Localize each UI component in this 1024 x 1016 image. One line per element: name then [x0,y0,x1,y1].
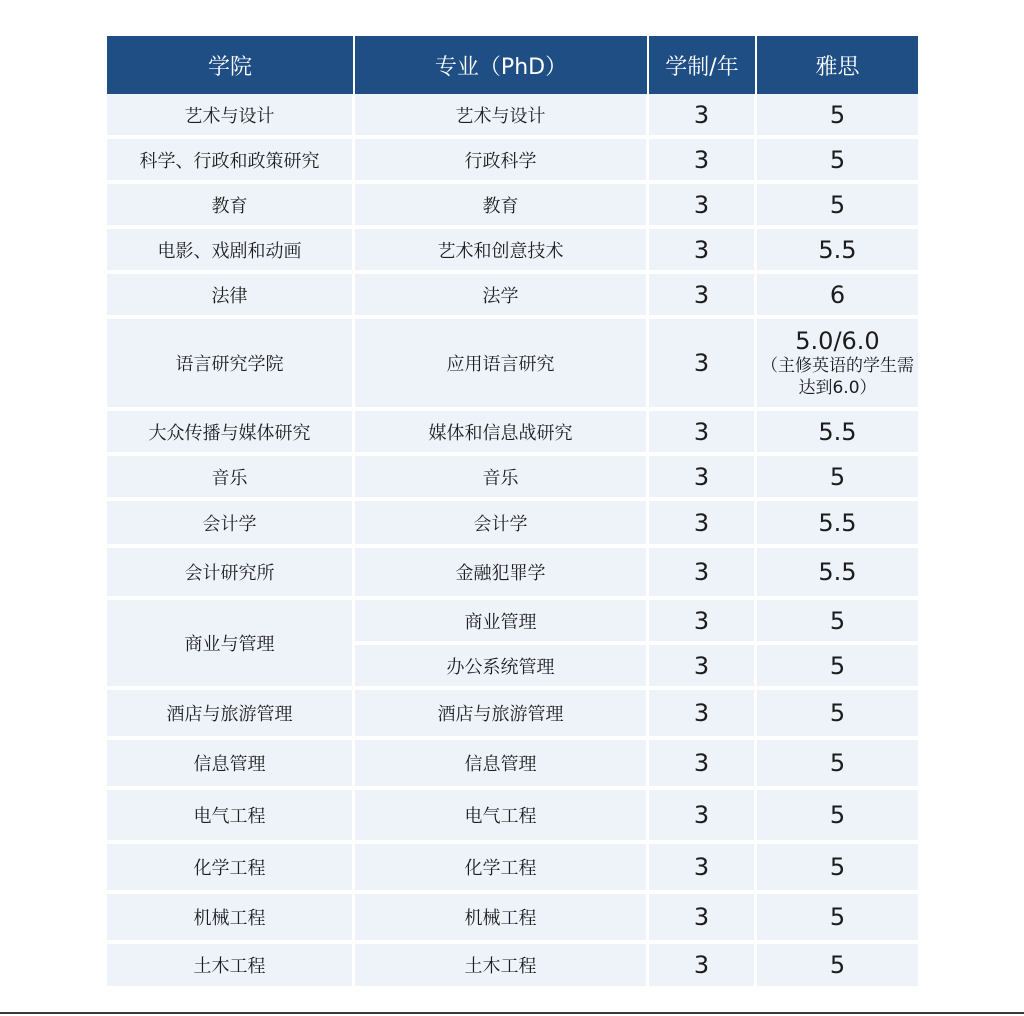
college-cell: 会计学 [107,501,355,548]
table-row [107,411,918,456]
ielts-cell: 5 [757,600,918,645]
college-cell: 化学工程 [107,844,355,894]
years-cell: 3 [649,184,757,229]
college-cell: 科学、行政和政策研究 [107,139,355,184]
college-cell: 土木工程 [107,944,355,990]
years-cell: 3 [649,894,757,944]
ielts-cell: 5 [757,184,918,229]
years-cell: 3 [649,600,757,645]
college-cell: 语言研究学院 [107,319,355,411]
ielts-cell: 5.5 [757,229,918,274]
major-cell: 酒店与旅游管理 [355,690,649,740]
years-cell: 3 [649,501,757,548]
years-cell: 3 [649,139,757,184]
college-cell: 音乐 [107,456,355,501]
college-cell: 信息管理 [107,740,355,790]
ielts-cell: 5 [757,94,918,139]
ielts-cell: 5 [757,790,918,844]
years-cell: 3 [649,844,757,894]
years-cell: 3 [649,94,757,139]
years-cell: 3 [649,740,757,790]
ielts-cell [757,319,918,411]
ielts-cell: 5 [757,844,918,894]
table-row [107,790,918,844]
major-cell: 艺术和创意技术 [355,229,649,274]
table-row [107,690,918,740]
table-row [107,139,918,184]
table-row [107,274,918,319]
ielts-cell: 5.5 [757,501,918,548]
years-cell: 3 [649,456,757,501]
ielts-cell: 5 [757,139,918,184]
college-cell: 会计研究所 [107,548,355,600]
major-cell: 电气工程 [355,790,649,844]
years-cell: 3 [649,229,757,274]
college-cell: 教育 [107,184,355,229]
programs-table [107,36,918,990]
ielts-value: 5.0/6.0 [795,327,880,355]
major-cell: 会计学 [355,501,649,548]
ielts-cell: 5.5 [757,548,918,600]
table-row [107,600,918,645]
ielts-cell: 5 [757,645,918,690]
header-years: 学制/年 [649,36,757,94]
ielts-cell: 5 [757,690,918,740]
college-cell: 电影、戏剧和动画 [107,229,355,274]
major-cell: 应用语言研究 [355,319,649,411]
major-cell: 土木工程 [355,944,649,990]
header-college: 学院 [107,36,355,94]
major-cell: 行政科学 [355,139,649,184]
ielts-cell: 5 [757,740,918,790]
table-row [107,229,918,274]
table-row [107,944,918,990]
table-row [107,501,918,548]
major-cell: 媒体和信息战研究 [355,411,649,456]
ielts-cell: 6 [757,274,918,319]
years-cell: 3 [649,944,757,990]
years-cell: 3 [649,548,757,600]
table-row [107,740,918,790]
major-cell: 音乐 [355,456,649,501]
years-cell: 3 [649,319,757,411]
major-cell: 信息管理 [355,740,649,790]
table-row [107,456,918,501]
major-cell: 化学工程 [355,844,649,894]
college-cell: 商业与管理 [107,600,355,690]
table-row [107,319,918,411]
ielts-note: （主修英语的学生需达到6.0） [761,356,914,398]
major-cell: 金融犯罪学 [355,548,649,600]
college-cell: 大众传播与媒体研究 [107,411,355,456]
college-cell: 电气工程 [107,790,355,844]
header-ielts: 雅思 [757,36,918,94]
ielts-cell: 5.5 [757,411,918,456]
table-row [107,844,918,894]
college-cell: 艺术与设计 [107,94,355,139]
bottom-divider [0,1012,1024,1014]
table-row [107,94,918,139]
years-cell: 3 [649,645,757,690]
years-cell: 3 [649,690,757,740]
ielts-cell: 5 [757,944,918,990]
major-cell: 办公系统管理 [355,645,649,690]
major-cell: 商业管理 [355,600,649,645]
table-row [107,894,918,944]
major-cell: 机械工程 [355,894,649,944]
college-cell: 法律 [107,274,355,319]
years-cell: 3 [649,274,757,319]
ielts-cell: 5 [757,894,918,944]
years-cell: 3 [649,790,757,844]
major-cell: 艺术与设计 [355,94,649,139]
header-major: 专业（PhD） [355,36,649,94]
table-header-row [107,36,918,94]
college-cell: 机械工程 [107,894,355,944]
college-cell: 酒店与旅游管理 [107,690,355,740]
table-row [107,184,918,229]
ielts-cell: 5 [757,456,918,501]
major-cell: 法学 [355,274,649,319]
years-cell: 3 [649,411,757,456]
major-cell: 教育 [355,184,649,229]
table-row [107,548,918,600]
